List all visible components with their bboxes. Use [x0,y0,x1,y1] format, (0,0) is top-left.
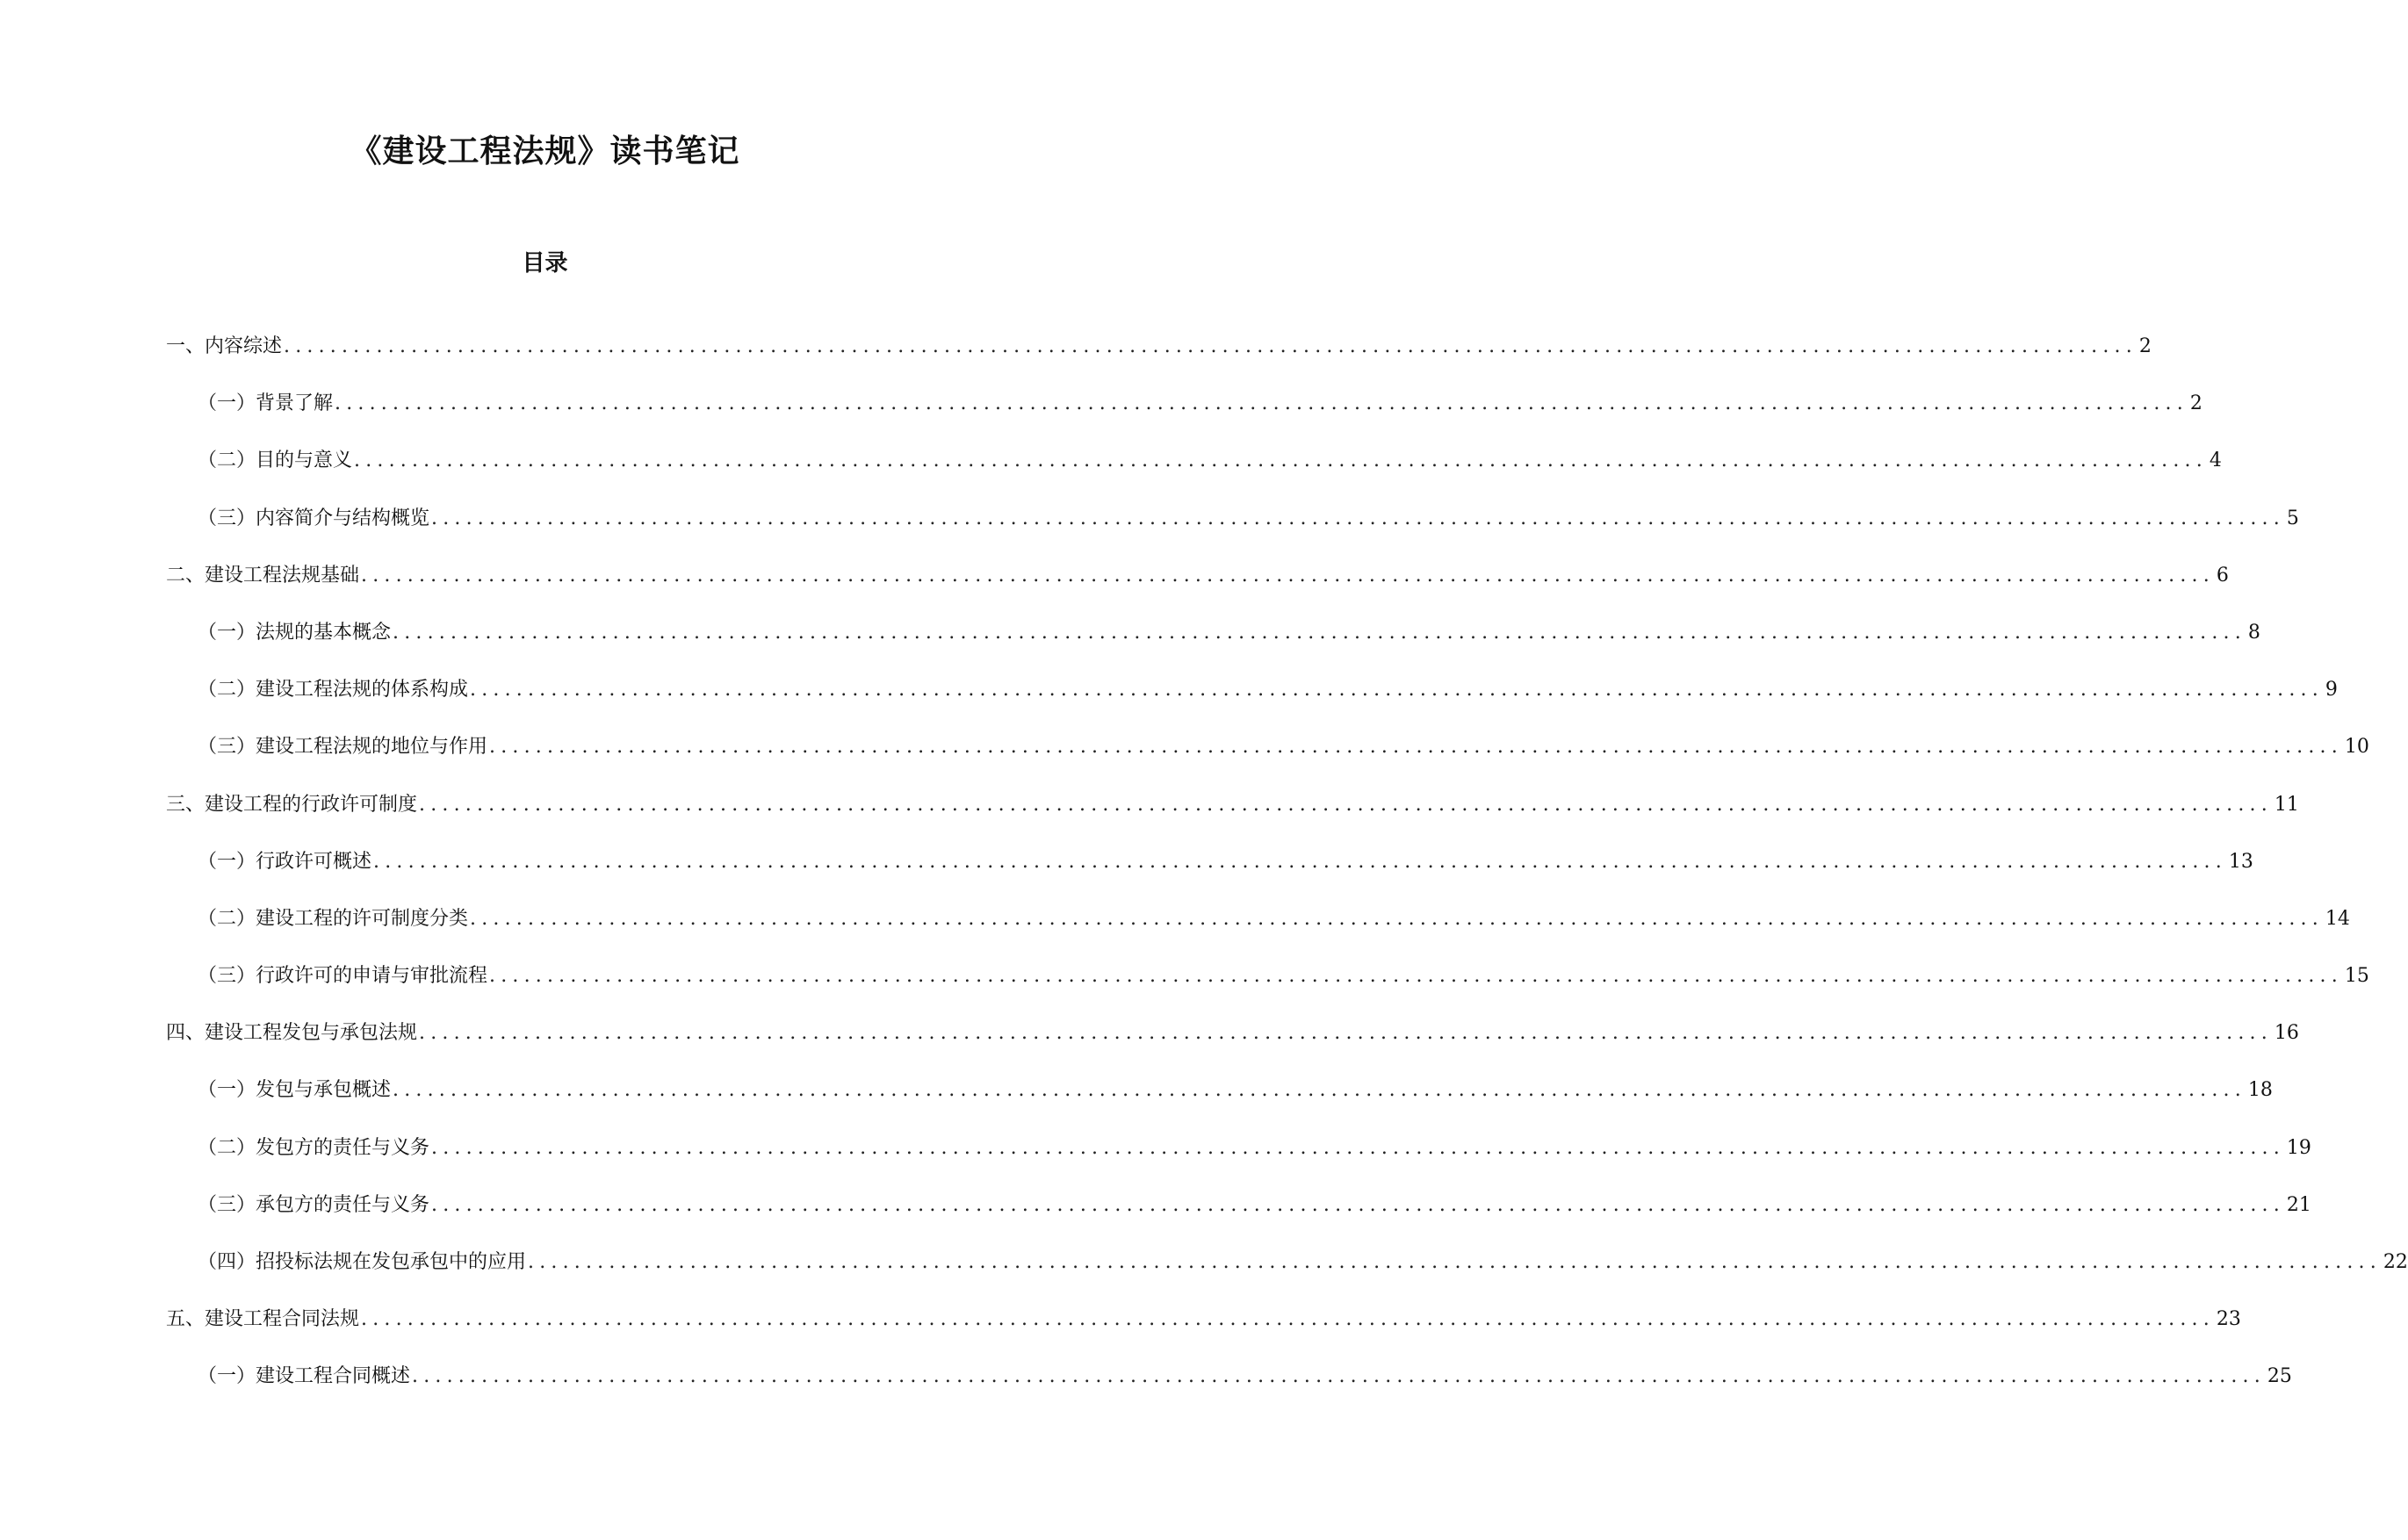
toc-page-number: 18 [2247,1079,2273,1102]
toc-page-number: 25 [2267,1365,2292,1388]
toc-entry-title: （三）行政许可的申请与审批流程 [198,965,488,988]
toc-dot-leader: ................................................................................................................................................................ [431,507,2285,529]
toc-dot-leader: ................................................................................................................................................................ [393,1079,2246,1102]
toc-entry[interactable] [0,677,2338,734]
toc-entry-line [198,906,2350,932]
toc-page-number: 14 [2325,907,2350,930]
toc-dot-leader: ................................................................................................................................................................ [373,850,2227,873]
toc-entry-line [198,620,2260,646]
toc-entry-line [166,792,2299,818]
toc-entry-title: 二、建设工程法规基础 [166,564,360,586]
toc-page-number: 13 [2228,850,2253,873]
toc-entry[interactable] [0,849,2253,906]
toc-entry[interactable] [0,448,2222,505]
toc-entry[interactable] [0,620,2260,677]
toc-dot-leader: ................................................................................................................................................................ [284,335,2138,357]
toc-entry[interactable] [0,391,2203,448]
toc-entry-title: （一）背景了解 [198,392,334,415]
toc-dot-leader: ................................................................................................................................................................ [419,793,2273,816]
toc-entry-title: （一）建设工程合同概述 [198,1365,411,1388]
toc-page-number: 15 [2344,965,2369,988]
toc-entry-title: 五、建设工程合同法规 [166,1308,360,1331]
toc-page-number: 2 [2138,335,2152,357]
document-title: 《建设工程法规》读书笔记 [350,133,740,169]
toc-entry-title: （二）发包方的责任与义务 [198,1136,430,1159]
toc-dot-leader: ................................................................................................................................................................ [361,564,2215,586]
toc-page-number: 2 [2189,392,2203,415]
toc-entry[interactable] [0,563,2229,620]
toc-entry-line [198,963,2369,989]
toc-dot-leader: ................................................................................................................................................................ [470,679,2324,702]
toc-page-number: 23 [2216,1308,2241,1331]
toc-dot-leader: ................................................................................................................................................................ [528,1251,2382,1273]
toc-entry-title: （二）建设工程的许可制度分类 [198,907,469,930]
toc-entry-title: （三）内容简介与结构概览 [198,507,430,529]
toc-entry-line [198,1135,2311,1162]
toc-entry-line [166,563,2229,589]
toc-entry[interactable] [0,792,2299,849]
toc-page-number: 22 [2383,1251,2408,1273]
toc-entry-line [198,677,2338,703]
toc-dot-leader: ................................................................................................................................................................ [470,907,2324,930]
toc-page-number: 8 [2247,621,2260,644]
toc-entry-line [198,448,2222,474]
toc-entry[interactable] [0,1364,2292,1421]
toc-dot-leader: ................................................................................................................................................................ [489,736,2343,759]
toc-entry-line [166,334,2152,360]
toc-dot-leader: ................................................................................................................................................................ [412,1365,2266,1388]
toc-entry-line [166,1306,2241,1333]
toc-entry[interactable] [0,906,2350,963]
toc-entry[interactable] [0,1306,2241,1364]
toc-entry-line [198,1249,2408,1276]
toc-dot-leader: ................................................................................................................................................................ [335,392,2188,415]
toc-entry-title: （一）发包与承包概述 [198,1079,392,1102]
toc-entry-title: （三）建设工程法规的地位与作用 [198,736,488,759]
toc-page-number: 21 [2286,1193,2311,1216]
toc-dot-leader: ................................................................................................................................................................ [361,1308,2215,1331]
toc-heading: 目录 [522,250,568,277]
toc-entry[interactable] [0,1192,2311,1249]
toc-entry-line [198,506,2299,532]
toc-entry-title: （三）承包方的责任与义务 [198,1193,430,1216]
toc-dot-leader: ................................................................................................................................................................ [354,450,2208,472]
toc-dot-leader: ................................................................................................................................................................ [431,1193,2285,1216]
toc-entry-title: （四）招投标法规在发包承包中的应用 [198,1251,527,1273]
table-of-contents [0,334,2408,1421]
toc-entry-title: （二）目的与意义 [198,450,353,472]
toc-entry-line [198,849,2253,875]
toc-entry-line [198,734,2369,760]
toc-dot-leader: ................................................................................................................................................................ [419,1022,2273,1045]
toc-dot-leader: ................................................................................................................................................................ [489,965,2343,988]
toc-entry[interactable] [0,963,2369,1020]
toc-entry-title: 一、内容综述 [166,335,283,357]
toc-page-number: 4 [2209,450,2222,472]
toc-entry-title: 三、建设工程的行政许可制度 [166,793,418,816]
toc-dot-leader: ................................................................................................................................................................ [393,621,2246,644]
toc-page-number: 5 [2286,507,2299,529]
toc-entry-title: （二）建设工程法规的体系构成 [198,679,469,702]
toc-entry-title: 四、建设工程发包与承包法规 [166,1022,418,1045]
toc-page-number: 6 [2216,564,2229,586]
toc-entry[interactable] [0,1249,2408,1306]
toc-page-number: 19 [2286,1136,2311,1159]
toc-entry[interactable] [0,1077,2273,1134]
toc-entry-line [198,391,2203,417]
toc-entry[interactable] [0,1020,2299,1077]
toc-entry-line [166,1020,2299,1047]
toc-entry-line [198,1192,2311,1219]
toc-entry-line [198,1364,2292,1390]
toc-entry-title: （一）行政许可概述 [198,850,372,873]
toc-page-number: 16 [2274,1022,2299,1045]
toc-entry-line [198,1077,2273,1104]
toc-page-number: 9 [2325,679,2338,702]
toc-entry[interactable] [0,506,2299,563]
toc-entry[interactable] [0,734,2369,791]
toc-dot-leader: ................................................................................................................................................................ [431,1136,2285,1159]
toc-entry[interactable] [0,1135,2311,1192]
toc-entry-title: （一）法规的基本概念 [198,621,392,644]
toc-page-number: 10 [2344,736,2369,759]
toc-entry[interactable] [0,334,2152,391]
toc-page-number: 11 [2274,793,2299,816]
